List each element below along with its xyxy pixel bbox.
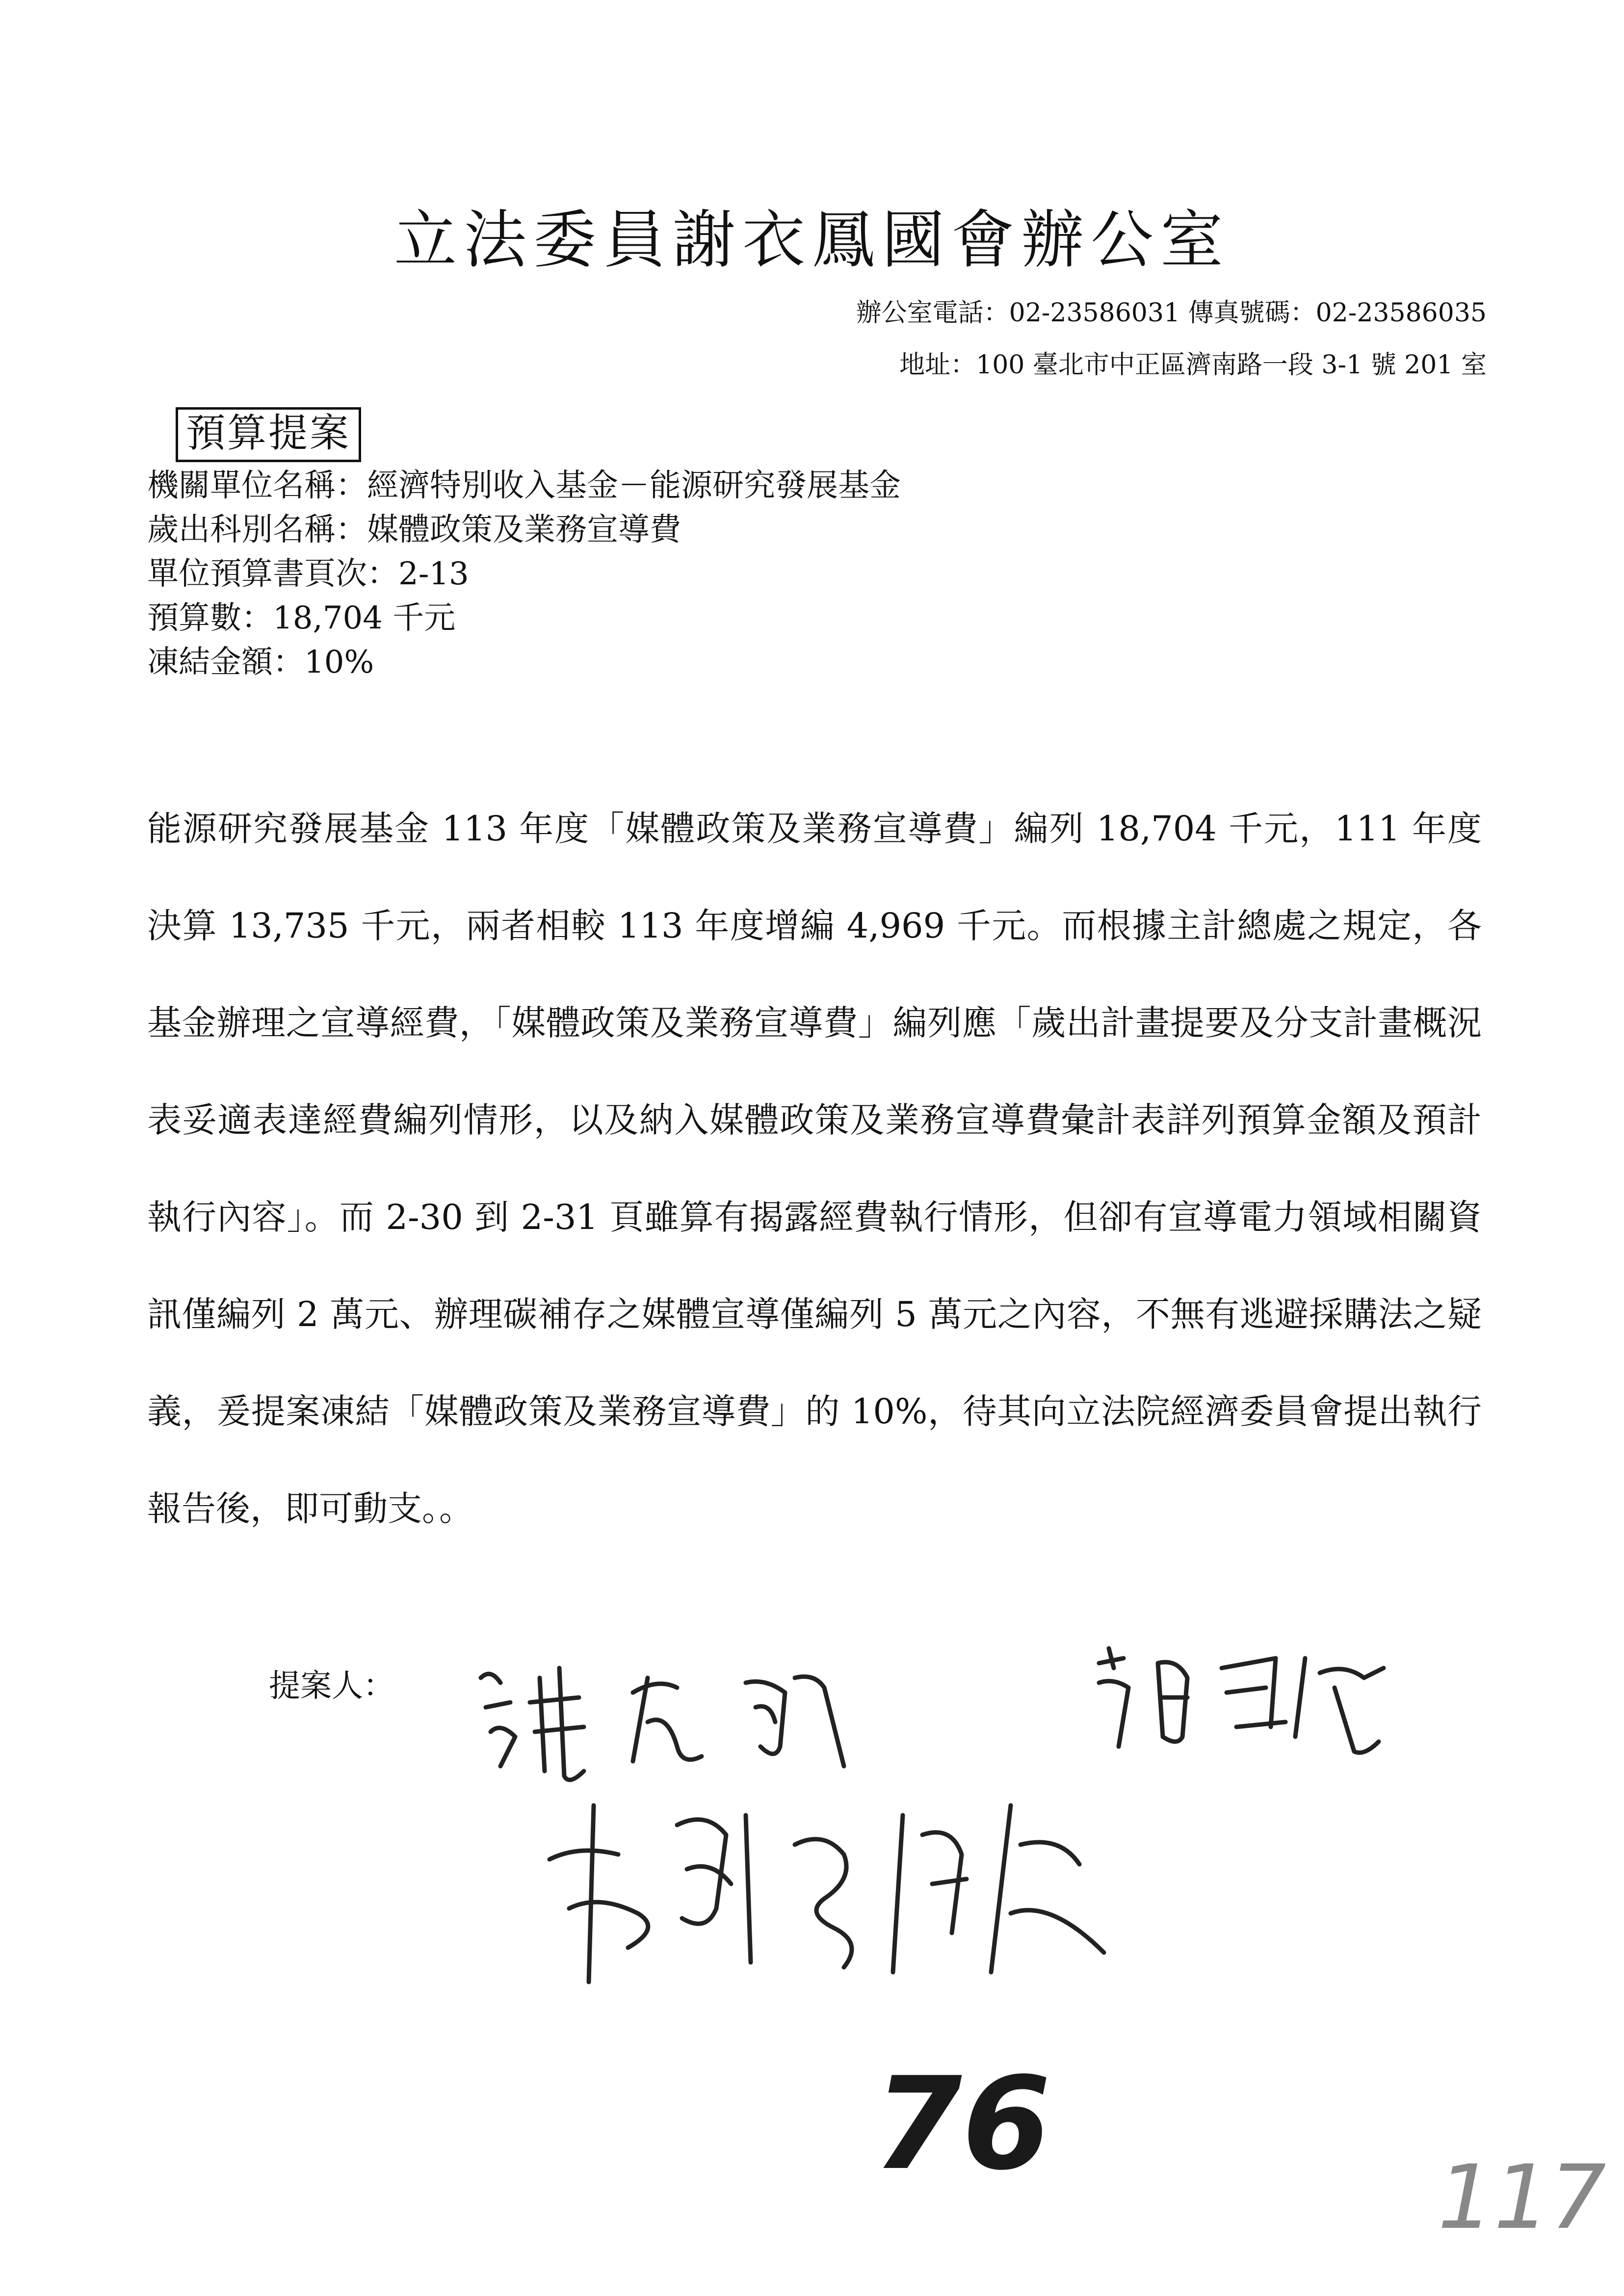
- office-address: 地址：100 臺北市中正區濟南路一段 3-1 號 201 室: [899, 350, 1487, 380]
- handwritten-number: 76: [873, 2050, 1051, 2198]
- signature-3: [540, 1786, 1128, 1992]
- signature-2: [1089, 1639, 1403, 1756]
- signature-1: [471, 1648, 864, 1786]
- office-title: 立法委員謝衣鳳國會辦公室: [393, 204, 1230, 277]
- expenditure-item: 歲出科別名稱：媒體政策及業務宣導費: [147, 512, 681, 548]
- budget-amount: 預算數：18,704 千元: [147, 600, 456, 636]
- handwritten-page-mark: 117: [1438, 2146, 1606, 2249]
- proposer-label: 提案人：: [269, 1668, 394, 1704]
- budget-page: 單位預算書頁次：2-13: [147, 556, 469, 592]
- office-phone: 辦公室電話：02-23586031 傳真號碼：02-23586035: [856, 298, 1487, 328]
- proposal-meta: [147, 464, 901, 684]
- proposal-body: 能源研究發展基金 113 年度「媒體政策及業務宣導費」編列 18,704 千元，111 年度決算 13,735 千元，兩者相較 113 年度增編 4,969 千元。而根據主計總處之規定，各基金辦理之宣導經費，「媒體政策及業務宣導費」編列應「歲出計畫提要及分支計畫概況表妥適表達經費編列情形，以及納入媒體政策及業務宣導費彙計表詳列預算金額及預計執行內容」。而 2-30 到 2-31 頁雖算有揭露經費執行情形，但卻有宣導電力領域相關資訊僅編列 2 萬元、辦理碳補存之媒體宣導僅編列 5 萬元之內容，不無有逃避採購法之疑義，爰提案凍結「媒體政策及業務宣導費」的 10%，待其向立法院經濟委員會提出執行報告後，即可動支。。: [147, 809, 1482, 1529]
- freeze-amount: 凍結金額：10%: [147, 644, 374, 680]
- proposal-type-box: 預算提案: [176, 407, 361, 462]
- agency-name: 機關單位名稱：經濟特別收入基金－能源研究發展基金: [147, 468, 901, 504]
